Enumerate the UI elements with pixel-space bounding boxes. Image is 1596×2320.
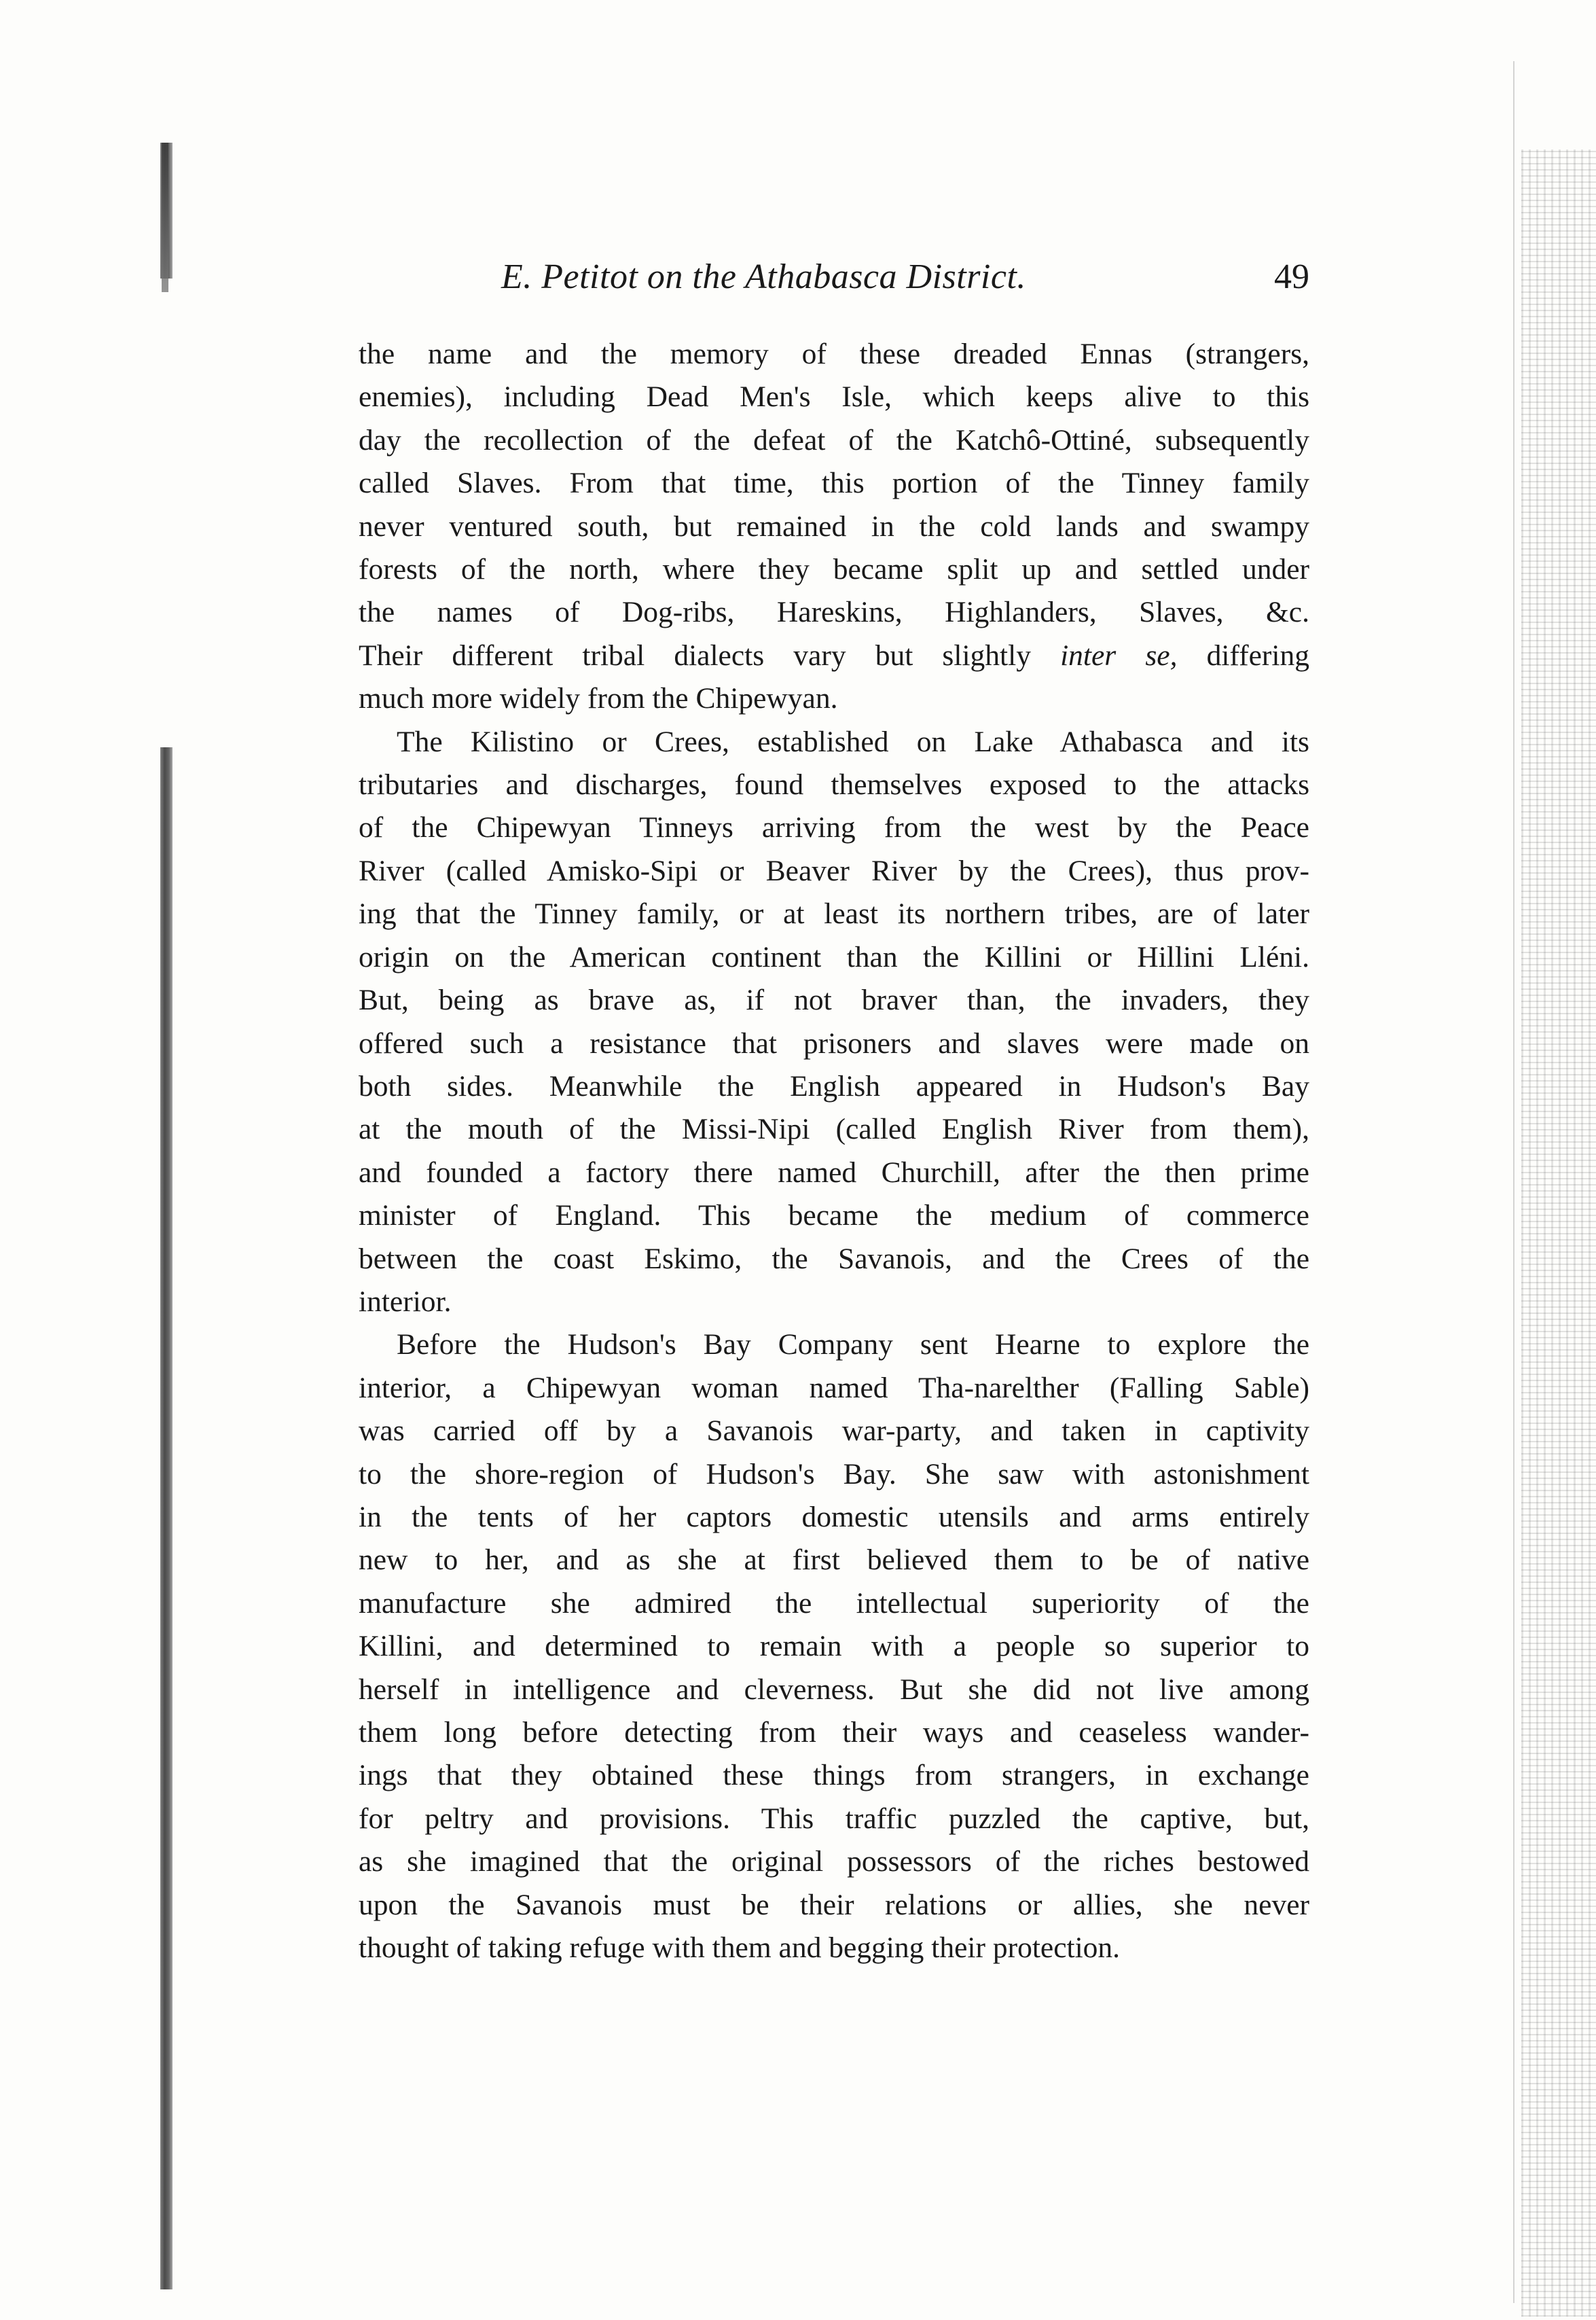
text-line: River (called Amisko-Sipi or Beaver River by the Crees), thus prov- — [359, 854, 1309, 887]
text-line: in the tents of her captors domestic utensils and arms entirely — [359, 1500, 1309, 1533]
text-line: offered such a resistance that prisoners and slaves were made on — [359, 1027, 1309, 1060]
page-number: 49 — [1274, 257, 1309, 296]
text-line: Before the Hudson's Bay Company sent Hearne to explore the — [397, 1328, 1309, 1361]
text-line: enemies), including Dead Men's Isle, which keeps alive to this — [359, 380, 1309, 414]
text-line: of the Chipewyan Tinneys arriving from the west by the Peace — [359, 811, 1309, 844]
text-line: ings that they obtained these things from strangers, in exchange — [359, 1759, 1309, 1792]
text-line: at the mouth of the Missi-Nipi (called English River from them), — [359, 1113, 1309, 1146]
text-segment: Their different tribal dialects vary but slightly — [359, 639, 1031, 672]
text-line: as she imagined that the original possessors of the riches bestowed — [359, 1845, 1309, 1878]
text-line: was carried off by a Savanois war-party, and taken in captivity — [359, 1414, 1309, 1448]
text-line: tributaries and discharges, found themselves exposed to the attacks — [359, 768, 1309, 802]
text-line: for peltry and provisions. This traffic puzzled the captive, but, — [359, 1802, 1309, 1835]
text-line: new to her, and as she at first believed them to be of native — [359, 1543, 1309, 1577]
text-line: thought of taking refuge with them and begging their protection. — [359, 1931, 1121, 1965]
text-line: between the coast Eskimo, the Savanois, and the Crees of the — [359, 1242, 1309, 1275]
right-fold-line — [1513, 61, 1515, 2303]
text-line: them long before detecting from their ways and ceaseless wander- — [359, 1716, 1309, 1749]
text-line: both sides. Meanwhile the English appeared in Hudson's Bay — [359, 1069, 1309, 1103]
text-line: ing that the Tinney family, or at least its northern tribes, are of later — [359, 897, 1309, 931]
text-line: called Slaves. From that time, this portion of the Tinney family — [359, 467, 1309, 500]
text-line: manufacture she admired the intellectual superiority of the — [359, 1586, 1309, 1620]
text-line: upon the Savanois must be their relations or allies, she never — [359, 1888, 1309, 1921]
text-line: But, being as brave as, if not braver than, the invaders, they — [359, 984, 1309, 1017]
paragraph-3 — [359, 1323, 1309, 1969]
text-line: Killini, and determined to remain with a people so superior to — [359, 1630, 1309, 1663]
right-edge-speckle — [1521, 149, 1596, 2317]
text-line: to the shore-region of Hudson's Bay. She saw with astonishment — [359, 1457, 1309, 1491]
paragraph-2 — [359, 721, 1309, 1324]
text-segment: differing — [1177, 639, 1309, 672]
text-line: the names of Dog-ribs, Hareskins, Highlanders, Slaves, &c. — [359, 596, 1309, 629]
text-line: minister of England. This became the medium of commerce — [359, 1199, 1309, 1232]
running-head: E. Petitot on the Athabasca District. — [501, 257, 1026, 296]
paragraph-1 — [359, 333, 1309, 721]
text-line-with-italic — [359, 635, 1309, 677]
text-line: day the recollection of the defeat of the Katchô-Ottiné, subsequently — [359, 423, 1309, 457]
text-line: much more widely from the Chipewyan. — [359, 682, 838, 715]
binding-edge-top-mark — [162, 143, 168, 292]
text-line: origin on the American continent than the Killini or Hillini Lléni. — [359, 940, 1309, 974]
text-line: herself in intelligence and cleverness. But she did not live among — [359, 1673, 1309, 1706]
text-line: The Kilistino or Crees, established on Lake Athabasca and its — [397, 725, 1309, 758]
text-line: interior. — [359, 1285, 452, 1318]
italic-phrase: inter se, — [1060, 639, 1178, 672]
text-line: the name and the memory of these dreaded Ennas (strangers, — [359, 338, 1309, 370]
page-header — [359, 257, 1309, 311]
binding-edge-gap — [160, 279, 173, 747]
body-text — [359, 333, 1309, 1969]
text-line: interior, a Chipewyan woman named Tha-narelther (Falling Sable) — [359, 1371, 1309, 1404]
text-line: never ventured south, but remained in the cold lands and swampy — [359, 510, 1309, 543]
text-line: and founded a factory there named Churchill, after the then prime — [359, 1156, 1309, 1189]
text-line: forests of the north, where they became split up and settled under — [359, 553, 1309, 586]
